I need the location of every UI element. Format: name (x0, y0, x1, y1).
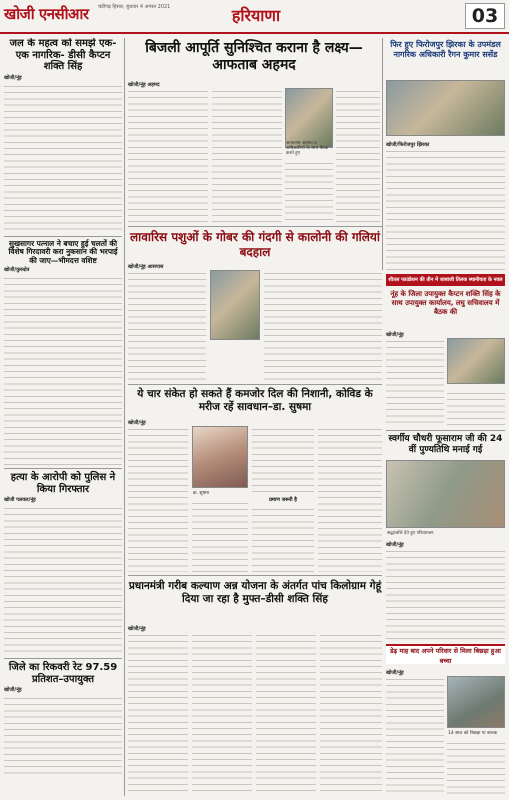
column-rule (124, 38, 125, 796)
section-title: हरियाणा (231, 6, 281, 25)
bottom-right-body-col2 (447, 740, 505, 796)
covid-body-col4 (252, 506, 314, 572)
covid-photo (192, 426, 248, 496)
lead-headline: बिजली आपूर्ति सुनिश्चित कराना है लक्ष्य—आफताब अहमद (145, 40, 363, 73)
story-water-body (4, 83, 122, 233)
bottom-right-body-col1 (386, 676, 444, 796)
right-mid-headline: नूंह के जिला उपायुक्त कैप्टन शक्ति सिंह के साथ उपायुक्त कार्यालय, लघु सचिवालय में बैठक की (390, 290, 501, 316)
lead-body-col4 (336, 88, 380, 223)
memorial-photo (386, 460, 505, 536)
lead-body-col3 (285, 160, 333, 223)
right-top-byline: खोजी/फिरोजपुर झिरका (386, 142, 430, 148)
pmgky-body-col3 (256, 632, 316, 796)
right-mid-body-col2 (447, 390, 505, 426)
lead-body-col2 (212, 88, 282, 223)
dung-headline: लावारिस पशुओं के गोबर की गंदगी से कालोनी की गलियां बदहाल (130, 230, 380, 259)
covid-photo-caption: डा. सुषमा (193, 491, 209, 496)
right-top-photo (386, 80, 505, 136)
bottom-right-headline: डेढ़ माह बाद अपने परिवार से मिला बिछड़ा हुआ बच्चा (386, 644, 505, 664)
story-crop-body (4, 275, 122, 465)
divider (128, 384, 382, 385)
lead-photo-caption: आफताब अहमद व अधिकारियों के साथ बैठक करते हुए (286, 141, 329, 156)
lead-byline: खोजी/नूंह अहमद (128, 82, 160, 88)
pmgky-byline: खोजी/नूंह (128, 626, 146, 632)
right-mid-banner: शीतल फाउंडेशन की तीन में जाबाजी तिलक स्थानीयता के नवल (386, 274, 505, 286)
story-arrest-headline: हत्या के आरोपी को पुलिस ने किया गिरफ्तार (10, 472, 116, 495)
lead-photo (285, 88, 333, 156)
dung-byline: खोजी/नूंह आसपास (128, 264, 164, 270)
covid-byline: खोजी/नूंह (128, 420, 146, 426)
story-water-byline: खोजी/नूंह (4, 74, 22, 81)
page-number: 03 (465, 3, 505, 29)
story-recovery-headline: जिले का रिकवरी रेट 97.59 प्रतिशत–उपायुक्त (8, 662, 118, 685)
brand-title: खोजी एनसीआर (4, 5, 89, 23)
story-recovery-body (4, 695, 122, 775)
story-water-headline: जल के महत्व को समझे एक-एक नागरिक- डीसी कैप्टन शक्ति सिंह (9, 38, 117, 72)
story-crop-byline: खोजी/कुरुक्षेत्र (4, 267, 30, 274)
left-column (4, 38, 122, 796)
memorial-photo-caption: श्रद्धांजलि देते हुए परिवारजन (387, 531, 434, 536)
story-arrest-body (4, 505, 122, 655)
masthead (0, 0, 509, 34)
story-crop-headline: सुखसागर पत्नाल ने बचाए हुई चलतों की विशेष गिरदावरी करा नुकसान की भरपाई की जाए—भीमदत्त वशिष्ट (8, 238, 118, 265)
pmgky-body-col2 (192, 632, 252, 796)
bottom-right-byline: खोजी/नूंह (386, 670, 404, 676)
memorial-body (386, 548, 505, 640)
divider (128, 575, 382, 576)
divider (4, 658, 122, 659)
story-recovery-byline: खोजी/नूंह (4, 687, 22, 694)
dung-body-col2 (264, 270, 382, 380)
dung-body-col1 (128, 270, 206, 380)
right-mid-body-col1 (386, 338, 444, 426)
covid-headline: ये चार संकेत हो सकते हैं कमजोर दिल की निशानी, कोविड के मरीज रहें सावधान–डा. सुषमा (137, 388, 373, 413)
covid-body-col5 (318, 426, 382, 572)
column-rule (382, 38, 383, 270)
dung-photo (210, 270, 260, 340)
memorial-headline: स्वर्गीय चौधरी फूसाराम जी की 24 वीं पुण्यतिथि मनाई गई (388, 434, 503, 455)
covid-sub-headline: प्रमाण जरूरी है (269, 497, 297, 503)
divider (128, 226, 382, 227)
divider (386, 430, 505, 431)
pmgky-body-col4 (320, 632, 382, 796)
right-mid-photo (447, 338, 505, 384)
bottom-right-photo (447, 676, 505, 736)
covid-body-col2 (192, 500, 248, 572)
pmgky-body-col1 (128, 632, 188, 796)
bottom-right-photo-caption: 14 साल को बिछड़ा पा बालक (448, 731, 498, 736)
right-mid-byline: खोजी/नूंह (386, 332, 404, 338)
covid-body-col1 (128, 426, 188, 572)
issue-meta: चंडीगढ़ हिसार, बुधवार 4 अगस्त 2021 (98, 4, 171, 10)
right-top-body (386, 148, 505, 270)
story-arrest-byline: खोजी पलवल/नूंह (4, 497, 36, 504)
covid-body-col3 (252, 426, 314, 496)
memorial-byline: खोजी/नूंह (386, 542, 404, 548)
divider (4, 468, 122, 469)
pmgky-headline: प्रधानमंत्री गरीब कल्याण अन्न योजना के अंतर्गत पांच किलोग्राम गेहूं दिया जा रहा है मुफ्त–डीसी शक्ति सिंह (128, 580, 382, 605)
right-top-headline: फिर हुए फिरोजपुर झिरका के उपमंडल नागरिक अधिकारी रैगन कुमार ससेंड (390, 40, 501, 59)
lead-body-col1 (128, 88, 208, 223)
divider (4, 236, 122, 237)
